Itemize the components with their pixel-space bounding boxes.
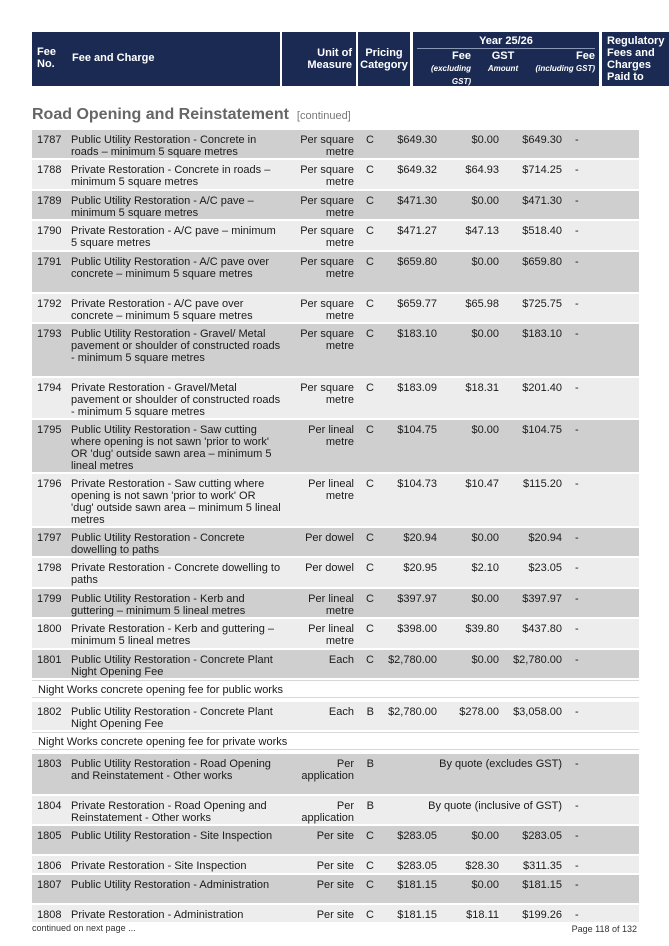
section-continued: [continued] bbox=[296, 110, 351, 122]
fee-excl-gst: $104.73 bbox=[397, 478, 437, 490]
regulatory-paid-to: - bbox=[575, 909, 579, 921]
fee-description: Public Utility Restoration - Road Opening and Reinstatement - Other works bbox=[71, 758, 271, 782]
row-group-2 bbox=[32, 702, 639, 730]
gst-amount: $65.98 bbox=[465, 298, 499, 310]
gst-amount: $0.00 bbox=[471, 134, 499, 146]
table-row bbox=[32, 160, 639, 189]
fee-number: 1798 bbox=[37, 562, 62, 574]
fee-incl-gst: $181.15 bbox=[522, 879, 562, 891]
fee-description: Private Restoration - Concrete in roads – minimum 5 square metres bbox=[71, 164, 271, 188]
fee-excl-gst: $659.77 bbox=[397, 298, 437, 310]
header-year-divider bbox=[417, 48, 595, 49]
pricing-category: C bbox=[366, 328, 374, 340]
regulatory-paid-to: - bbox=[575, 830, 579, 842]
unit-of-measure: Per lineal metre bbox=[308, 623, 354, 647]
fee-excl-gst: $398.00 bbox=[397, 623, 437, 635]
fee-incl-gst: $437.80 bbox=[522, 623, 562, 635]
fee-number: 1799 bbox=[37, 593, 62, 605]
header-year: Year 25/26 bbox=[479, 35, 533, 47]
fee-incl-gst: $311.35 bbox=[523, 860, 562, 872]
fee-excl-gst: $649.30 bbox=[397, 134, 437, 146]
fee-incl-gst: $3,058.00 bbox=[513, 706, 562, 718]
pricing-category: C bbox=[366, 195, 374, 207]
fee-number: 1805 bbox=[37, 830, 62, 842]
unit-of-measure: Per dowel bbox=[305, 532, 354, 544]
unit-of-measure: Per square metre bbox=[300, 195, 354, 219]
pricing-category: B bbox=[366, 706, 374, 718]
unit-of-measure: Per site bbox=[316, 909, 354, 921]
fee-incl-gst: $20.94 bbox=[528, 532, 562, 544]
fee-number: 1794 bbox=[37, 382, 62, 394]
fee-excl-gst: $397.97 bbox=[397, 593, 437, 605]
fee-number: 1788 bbox=[37, 164, 62, 176]
section-title: Road Opening and Reinstatement [continued] bbox=[32, 106, 351, 123]
regulatory-paid-to: - bbox=[575, 593, 579, 605]
fee-description: Private Restoration - Saw cutting where opening is not sawn 'prior to work' OR 'dug' outside sawn area – minimum 5 lineal metres bbox=[71, 478, 281, 526]
pricing-category: C bbox=[366, 225, 374, 237]
fee-number: 1797 bbox=[37, 532, 62, 544]
unit-of-measure: Each bbox=[328, 706, 354, 718]
fee-incl-gst: $199.26 bbox=[522, 909, 562, 921]
fee-incl-gst: $714.25 bbox=[522, 164, 562, 176]
gst-amount: $0.00 bbox=[471, 654, 499, 666]
table-row bbox=[32, 875, 639, 903]
regulatory-paid-to: - bbox=[575, 134, 579, 146]
gst-amount: $0.00 bbox=[471, 830, 499, 842]
unit-of-measure: Per square metre bbox=[300, 298, 354, 322]
fee-description: Private Restoration - Administration bbox=[71, 909, 244, 921]
table-row bbox=[32, 252, 639, 292]
fee-number: 1802 bbox=[37, 706, 62, 718]
fee-description: Private Restoration - A/C pave over concrete – minimum 5 square metres bbox=[71, 298, 253, 322]
pricing-category: C bbox=[366, 134, 374, 146]
regulatory-paid-to: - bbox=[575, 478, 579, 490]
fee-quote: By quote (excludes GST) bbox=[439, 758, 562, 770]
gst-amount: $0.00 bbox=[471, 256, 499, 268]
fee-excl-gst: $649.32 bbox=[397, 164, 437, 176]
unit-of-measure: Per application bbox=[301, 800, 354, 824]
fee-excl-gst: $2,780.00 bbox=[388, 706, 437, 718]
table-row bbox=[32, 324, 639, 376]
gst-amount: $18.31 bbox=[465, 382, 499, 394]
fee-excl-gst: $183.09 bbox=[397, 382, 437, 394]
fee-description: Public Utility Restoration - Concrete Plant Night Opening Fee bbox=[71, 654, 273, 678]
table-row bbox=[32, 191, 639, 219]
pricing-category: C bbox=[366, 623, 374, 635]
row-group-1 bbox=[32, 130, 639, 678]
regulatory-paid-to: - bbox=[575, 382, 579, 394]
gst-amount: $47.13 bbox=[465, 225, 499, 237]
header-pricing-category: Pricing Category bbox=[358, 32, 410, 86]
regulatory-paid-to: - bbox=[575, 706, 579, 718]
row-group-3 bbox=[32, 754, 639, 922]
fee-excl-gst: $283.05 bbox=[397, 860, 437, 872]
unit-of-measure: Per site bbox=[316, 879, 354, 891]
fee-excl-gst: $181.15 bbox=[397, 909, 437, 921]
fee-number: 1793 bbox=[37, 328, 62, 340]
pricing-category: B bbox=[366, 800, 374, 812]
unit-of-measure: Per square metre bbox=[300, 328, 354, 352]
header-fee-no: Fee No. bbox=[32, 32, 66, 86]
unit-of-measure: Per dowel bbox=[305, 562, 354, 574]
header-fee-and-charge: Fee and Charge bbox=[66, 32, 280, 86]
regulatory-paid-to: - bbox=[575, 532, 579, 544]
pricing-category: C bbox=[366, 532, 374, 544]
fee-incl-gst: $659.80 bbox=[522, 256, 562, 268]
fee-description: Public Utility Restoration - Site Inspection bbox=[71, 830, 273, 842]
table-row bbox=[32, 558, 639, 587]
fee-number: 1806 bbox=[37, 860, 62, 872]
table-header bbox=[32, 32, 665, 86]
fee-description: Public Utility Restoration - Administration bbox=[71, 879, 270, 891]
header-regulatory: Regulatory Fees and Charges Paid to bbox=[602, 32, 669, 86]
regulatory-paid-to: - bbox=[575, 758, 579, 770]
fee-incl-gst: $725.75 bbox=[522, 298, 562, 310]
page-number: Page 118 of 132 bbox=[571, 924, 637, 934]
table-row bbox=[32, 754, 639, 794]
fee-description: Public Utility Restoration - A/C pave over concrete – minimum 5 square metres bbox=[71, 256, 270, 280]
gst-amount: $18.11 bbox=[466, 909, 499, 921]
unit-of-measure: Per square metre bbox=[300, 256, 354, 280]
fee-description: Public Utility Restoration - A/C pave – minimum 5 square metres bbox=[71, 195, 254, 219]
fee-number: 1795 bbox=[37, 424, 62, 436]
fee-number: 1801 bbox=[37, 654, 62, 666]
gst-amount: $64.93 bbox=[465, 164, 499, 176]
header-unit-of-measure: Unit of Measure bbox=[282, 32, 356, 86]
pricing-category: C bbox=[366, 424, 374, 436]
header-fee-excl: Fee (excluding GST) bbox=[430, 50, 471, 86]
pricing-category: C bbox=[366, 478, 374, 490]
table-row bbox=[32, 294, 639, 322]
fee-description: Private Restoration - Road Opening and Reinstatement - Other works bbox=[71, 800, 267, 824]
fee-incl-gst: $2,780.00 bbox=[513, 654, 562, 666]
unit-of-measure: Per square metre bbox=[300, 134, 354, 158]
pricing-category: C bbox=[366, 382, 374, 394]
gst-amount: $0.00 bbox=[471, 879, 499, 891]
pricing-category: C bbox=[366, 860, 374, 872]
table-row bbox=[32, 650, 639, 678]
pricing-category: C bbox=[366, 256, 374, 268]
fee-incl-gst: $183.10 bbox=[522, 328, 562, 340]
table-row bbox=[32, 589, 639, 617]
table-row bbox=[32, 619, 639, 648]
gst-amount: $0.00 bbox=[471, 424, 499, 436]
fee-excl-gst: $471.27 bbox=[397, 225, 437, 237]
regulatory-paid-to: - bbox=[575, 164, 579, 176]
fee-excl-gst: $20.94 bbox=[403, 532, 437, 544]
table-row bbox=[32, 420, 639, 472]
fee-number: 1807 bbox=[37, 879, 62, 891]
table-row bbox=[32, 905, 639, 922]
fee-description: Public Utility Restoration - Concrete Plant Night Opening Fee bbox=[71, 706, 273, 730]
regulatory-paid-to: - bbox=[575, 860, 579, 872]
table-row bbox=[32, 702, 639, 730]
note-public-night-works: Night Works concrete opening fee for public works bbox=[32, 680, 639, 698]
fee-excl-gst: $283.05 bbox=[397, 830, 437, 842]
unit-of-measure: Per square metre bbox=[300, 382, 354, 406]
header-year-group bbox=[413, 32, 599, 86]
table-row bbox=[32, 130, 639, 158]
regulatory-paid-to: - bbox=[575, 195, 579, 207]
fee-description: Public Utility Restoration - Concrete dowelling to paths bbox=[71, 532, 245, 556]
fee-number: 1787 bbox=[37, 134, 62, 146]
unit-of-measure: Per site bbox=[316, 860, 354, 872]
pricing-category: C bbox=[366, 879, 374, 891]
fee-number: 1789 bbox=[37, 195, 62, 207]
regulatory-paid-to: - bbox=[575, 256, 579, 268]
unit-of-measure: Per lineal metre bbox=[308, 478, 354, 502]
regulatory-paid-to: - bbox=[575, 298, 579, 310]
pricing-category: B bbox=[366, 758, 374, 770]
table-row bbox=[32, 796, 639, 824]
footer-continued: continued on next page ... bbox=[32, 923, 136, 933]
fee-incl-gst: $115.20 bbox=[523, 478, 562, 490]
gst-amount: $28.30 bbox=[465, 860, 499, 872]
gst-amount: $10.47 bbox=[465, 478, 499, 490]
gst-amount: $39.80 bbox=[465, 623, 499, 635]
regulatory-paid-to: - bbox=[575, 225, 579, 237]
fee-description: Public Utility Restoration - Concrete in roads – minimum 5 square metres bbox=[71, 134, 257, 158]
fee-description: Private Restoration - Concrete dowelling to paths bbox=[71, 562, 281, 586]
fee-excl-gst: $471.30 bbox=[397, 195, 437, 207]
table-row bbox=[32, 221, 639, 250]
table-row bbox=[32, 474, 639, 526]
fee-incl-gst: $649.30 bbox=[522, 134, 562, 146]
fee-excl-gst: $183.10 bbox=[397, 328, 437, 340]
fee-number: 1796 bbox=[37, 478, 62, 490]
regulatory-paid-to: - bbox=[575, 800, 579, 812]
fee-number: 1808 bbox=[37, 909, 62, 921]
table-row bbox=[32, 378, 639, 418]
fee-number: 1791 bbox=[37, 256, 62, 268]
pricing-category: C bbox=[366, 298, 374, 310]
regulatory-paid-to: - bbox=[575, 424, 579, 436]
pricing-category: C bbox=[366, 830, 374, 842]
fee-incl-gst: $201.40 bbox=[522, 382, 562, 394]
unit-of-measure: Per square metre bbox=[300, 225, 354, 249]
gst-amount: $278.00 bbox=[459, 706, 499, 718]
gst-amount: $0.00 bbox=[471, 532, 499, 544]
fee-number: 1804 bbox=[37, 800, 62, 812]
fee-excl-gst: $659.80 bbox=[397, 256, 437, 268]
note-private-night-works: Night Works concrete opening fee for private works bbox=[32, 732, 639, 750]
regulatory-paid-to: - bbox=[575, 654, 579, 666]
fee-incl-gst: $518.40 bbox=[522, 225, 562, 237]
fee-excl-gst: $20.95 bbox=[403, 562, 437, 574]
fee-description: Private Restoration - Kerb and guttering – minimum 5 lineal metres bbox=[71, 623, 275, 647]
table-row bbox=[32, 856, 639, 873]
table-row bbox=[32, 528, 639, 556]
fee-incl-gst: $471.30 bbox=[522, 195, 562, 207]
gst-amount: $0.00 bbox=[471, 328, 499, 340]
fee-incl-gst: $104.75 bbox=[522, 424, 562, 436]
fee-description: Public Utility Restoration - Gravel/ Metal pavement or shoulder of constructed roads - minimum 5 square metres bbox=[71, 328, 281, 364]
fee-excl-gst: $2,780.00 bbox=[388, 654, 437, 666]
header-fee-incl: Fee (including GST) bbox=[535, 50, 595, 73]
regulatory-paid-to: - bbox=[575, 623, 579, 635]
unit-of-measure: Each bbox=[328, 654, 354, 666]
fee-excl-gst: $181.15 bbox=[397, 879, 437, 891]
fee-number: 1792 bbox=[37, 298, 62, 310]
table-row bbox=[32, 826, 639, 854]
fee-incl-gst: $283.05 bbox=[522, 830, 562, 842]
fee-excl-gst: $104.75 bbox=[397, 424, 437, 436]
fee-number: 1800 bbox=[37, 623, 62, 635]
regulatory-paid-to: - bbox=[575, 879, 579, 891]
header-gst: GST Amount bbox=[487, 50, 519, 73]
unit-of-measure: Per lineal metre bbox=[308, 593, 354, 617]
regulatory-paid-to: - bbox=[575, 328, 579, 340]
gst-amount: $0.00 bbox=[471, 593, 499, 605]
pricing-category: C bbox=[366, 654, 374, 666]
pricing-category: C bbox=[366, 562, 374, 574]
unit-of-measure: Per lineal metre bbox=[308, 424, 354, 448]
fee-description: Private Restoration - Gravel/Metal pavement or shoulder of constructed roads - minimum 5 square metres bbox=[71, 382, 281, 418]
fee-description: Public Utility Restoration - Kerb and guttering – minimum 5 lineal metres bbox=[71, 593, 246, 617]
unit-of-measure: Per square metre bbox=[300, 164, 354, 188]
pricing-category: C bbox=[366, 164, 374, 176]
pricing-category: C bbox=[366, 909, 374, 921]
fee-number: 1803 bbox=[37, 758, 62, 770]
pricing-category: C bbox=[366, 593, 374, 605]
unit-of-measure: Per application bbox=[301, 758, 354, 782]
fee-incl-gst: $397.97 bbox=[522, 593, 562, 605]
fee-number: 1790 bbox=[37, 225, 62, 237]
fee-table bbox=[32, 130, 639, 924]
regulatory-paid-to: - bbox=[575, 562, 579, 574]
fee-incl-gst: $23.05 bbox=[528, 562, 562, 574]
fee-description: Private Restoration - A/C pave – minimum 5 square metres bbox=[71, 225, 276, 249]
gst-amount: $2.10 bbox=[471, 562, 499, 574]
gst-amount: $0.00 bbox=[471, 195, 499, 207]
fee-description: Private Restoration - Site Inspection bbox=[71, 860, 247, 872]
fee-quote: By quote (inclusive of GST) bbox=[428, 800, 562, 812]
unit-of-measure: Per site bbox=[316, 830, 354, 842]
fee-description: Public Utility Restoration - Saw cutting where opening is not sawn 'prior to work' OR 'dug' outside sawn area – minimum 5 lineal metres bbox=[71, 424, 272, 472]
